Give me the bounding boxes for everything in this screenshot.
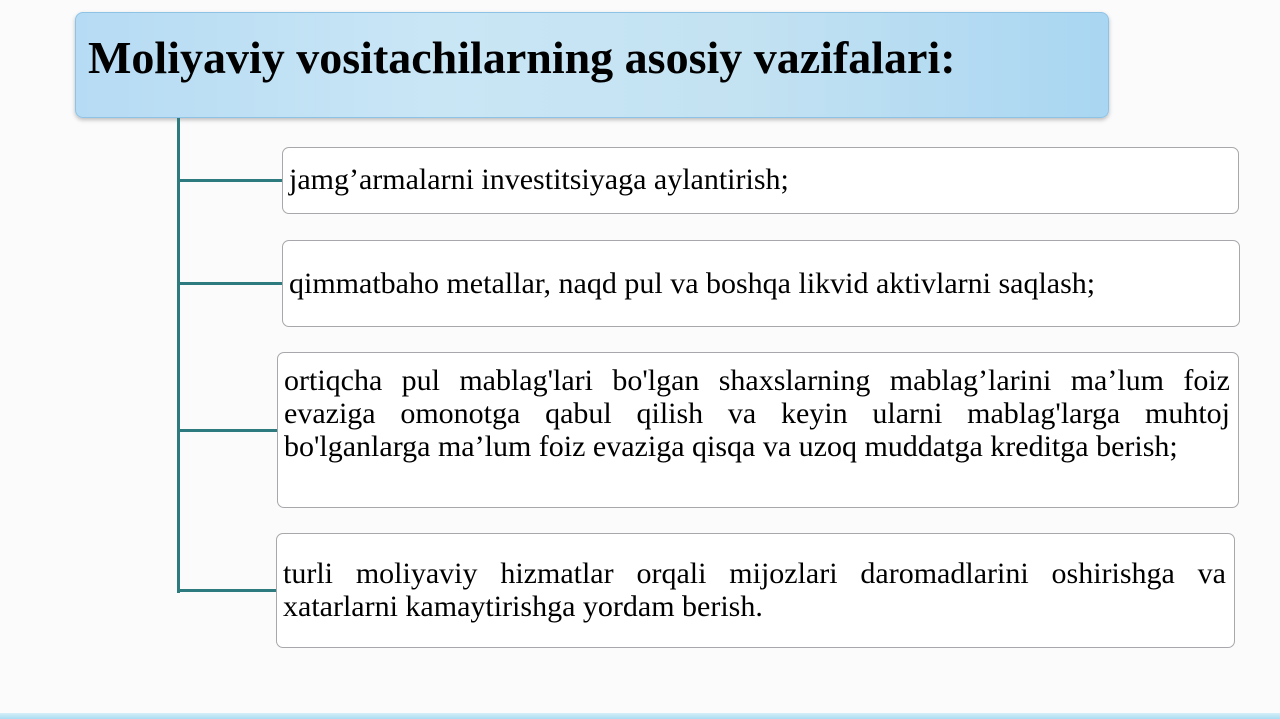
diagram-title: Moliyaviy vositachilarning asosiy vazifalari: — [88, 32, 956, 83]
bottom-accent-bar — [0, 713, 1280, 719]
function-item-4-text: turli moliyaviy hizmatlar orqali mijozlari daromadlarini oshirishga va xatarlarni kamaytirishga yordam berish. — [283, 557, 1226, 623]
connector-branch-2 — [177, 282, 283, 285]
connector-branch-1 — [177, 179, 283, 182]
function-item-3 — [277, 352, 1239, 508]
function-item-2 — [282, 240, 1240, 327]
connector-trunk — [177, 118, 180, 593]
function-item-4 — [276, 533, 1235, 648]
function-item-3-text: ortiqcha pul mablag'lari bo'lgan shaxslarning mablag’larini ma’lum foiz evaziga omonotga qabul qilish va keyin ularni mablag'larga muhtoj bo'lganlarga ma’lum foiz evaziga qisqa va uzoq muddatga kreditga berish; — [284, 364, 1230, 463]
function-item-2-text: qimmatbaho metallar, naqd pul va boshqa likvid aktivlarni saqlash; — [289, 267, 1096, 300]
connector-branch-4 — [177, 589, 277, 592]
function-item-1 — [282, 147, 1239, 214]
connector-branch-3 — [177, 429, 278, 432]
function-item-1-text: jamg’armalarni investitsiyaga aylantirish; — [289, 163, 789, 196]
title-box — [75, 12, 1109, 118]
